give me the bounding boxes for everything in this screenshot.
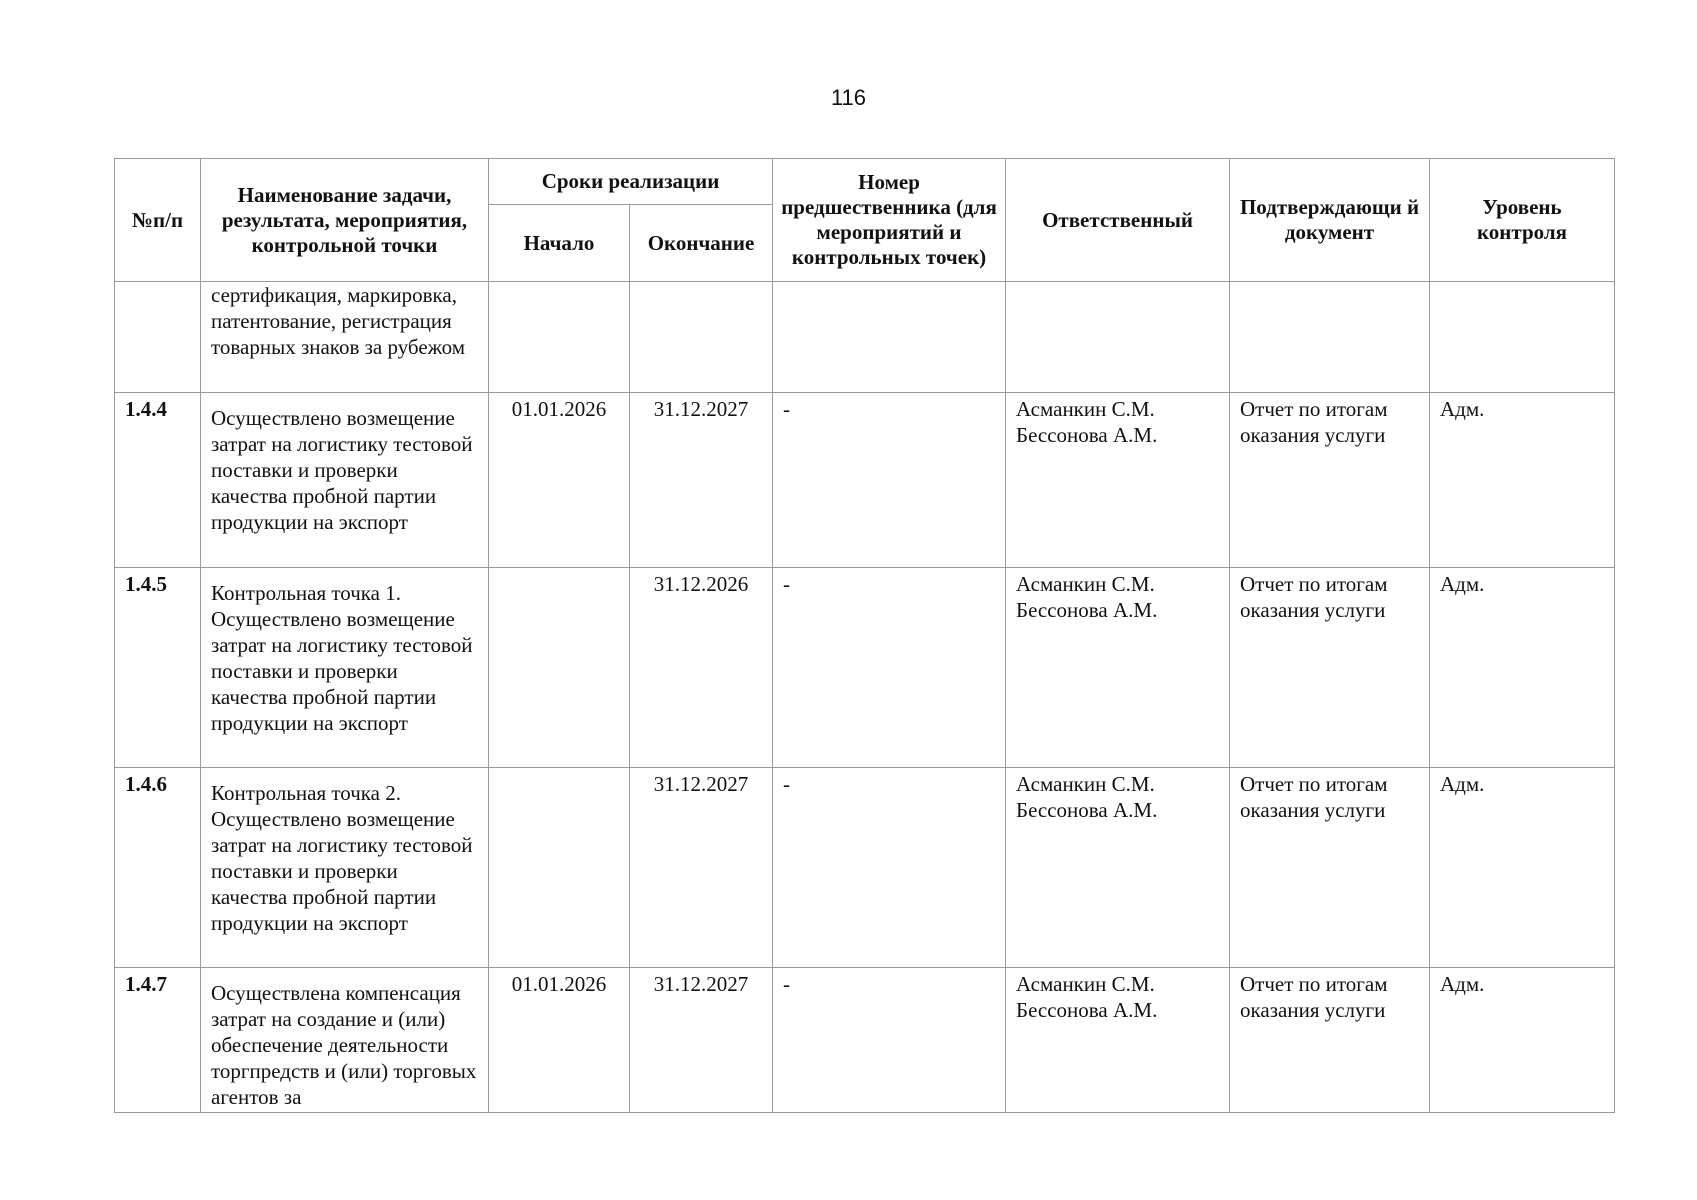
header-start: Начало xyxy=(489,205,630,282)
row-document: Отчет по итогам оказания услуги xyxy=(1230,768,1430,968)
header-name: Наименование задачи, результата, мероприятия, контрольной точки xyxy=(201,159,489,282)
header-document: Подтверждающи й документ xyxy=(1230,159,1430,282)
row-end-date: 31.12.2027 xyxy=(630,768,773,968)
row-name xyxy=(201,768,489,968)
responsible-person: Бессонова А.М. xyxy=(1016,998,1158,1022)
header-num: №п/п xyxy=(115,159,201,282)
row-control-level: Адм. xyxy=(1430,393,1615,568)
row-start-date xyxy=(489,768,630,968)
row-document: Отчет по итогам оказания услуги xyxy=(1230,393,1430,568)
row-responsible xyxy=(1006,393,1230,568)
cell-predecessor xyxy=(773,282,1006,393)
cell-control xyxy=(1430,282,1615,393)
table-body xyxy=(115,282,1615,1113)
row-control-level: Адм. xyxy=(1430,768,1615,968)
row-name xyxy=(201,968,489,1113)
cell-document xyxy=(1230,282,1430,393)
row-predecessor: - xyxy=(773,768,1006,968)
row-start-date: 01.01.2026 xyxy=(489,968,630,1113)
row-end-date: 31.12.2027 xyxy=(630,393,773,568)
cell-num xyxy=(115,282,201,393)
page-number: 116 xyxy=(830,85,867,110)
row-name-text: Контрольная точка 1. Осуществлено возмещение затрат на логистику тестовой поставки и проверки качества пробной партии продукции на экспорт xyxy=(211,581,473,735)
table-row-continuation xyxy=(115,282,1615,393)
row-predecessor: - xyxy=(773,968,1006,1113)
row-number: 1.4.5 xyxy=(115,568,201,768)
row-number: 1.4.7 xyxy=(115,968,201,1113)
row-end-date: 31.12.2026 xyxy=(630,568,773,768)
row-predecessor: - xyxy=(773,568,1006,768)
cell-start xyxy=(489,282,630,393)
row-predecessor: - xyxy=(773,393,1006,568)
table-row xyxy=(115,568,1615,768)
row-responsible xyxy=(1006,768,1230,968)
responsible-person: Бессонова А.М. xyxy=(1016,598,1158,622)
responsible-person: Асманкин С.М. xyxy=(1016,397,1155,421)
responsible-person: Асманкин С.М. xyxy=(1016,972,1155,996)
cell-responsible xyxy=(1006,282,1230,393)
table-header xyxy=(115,159,1615,282)
table-row xyxy=(115,393,1615,568)
row-name-text: Осуществлено возмещение затрат на логистику тестовой поставки и проверки качества пробной партии продукции на экспорт xyxy=(211,406,473,534)
header-responsible: Ответственный xyxy=(1006,159,1230,282)
header-terms: Сроки реализации xyxy=(489,159,773,205)
row-document: Отчет по итогам оказания услуги xyxy=(1230,568,1430,768)
header-predecessor: Номер предшественника (для мероприятий и контрольных точек) xyxy=(773,159,1006,282)
responsible-person: Асманкин С.М. xyxy=(1016,572,1155,596)
row-responsible xyxy=(1006,968,1230,1113)
cell-end xyxy=(630,282,773,393)
header-control: Уровень контроля xyxy=(1430,159,1615,282)
row-start-date xyxy=(489,568,630,768)
responsible-person: Бессонова А.М. xyxy=(1016,423,1158,447)
row-end-date: 31.12.2027 xyxy=(630,968,773,1113)
row-control-level: Адм. xyxy=(1430,568,1615,768)
implementation-plan-table xyxy=(114,158,1615,1113)
cell-name xyxy=(201,282,489,393)
row-document: Отчет по итогам оказания услуги xyxy=(1230,968,1430,1113)
table-row xyxy=(115,968,1615,1113)
row-name xyxy=(201,568,489,768)
row-name-text: Осуществлена компенсация затрат на создание и (или) обеспечение деятельности торгпредств и (или) торговых агентов за xyxy=(211,981,477,1109)
responsible-person: Бессонова А.М. xyxy=(1016,798,1158,822)
row-start-date: 01.01.2026 xyxy=(489,393,630,568)
row-number: 1.4.4 xyxy=(115,393,201,568)
responsible-person: Асманкин С.М. xyxy=(1016,772,1155,796)
table-row xyxy=(115,768,1615,968)
row-control-level: Адм. xyxy=(1430,968,1615,1113)
continuation-name-text: сертификация, маркировка, патентование, регистрация товарных знаков за рубежом xyxy=(211,283,466,359)
row-responsible xyxy=(1006,568,1230,768)
header-end: Окончание xyxy=(630,205,773,282)
row-number: 1.4.6 xyxy=(115,768,201,968)
row-name-text: Контрольная точка 2. Осуществлено возмещение затрат на логистику тестовой поставки и проверки качества пробной партии продукции на экспорт xyxy=(211,781,473,935)
row-name xyxy=(201,393,489,568)
